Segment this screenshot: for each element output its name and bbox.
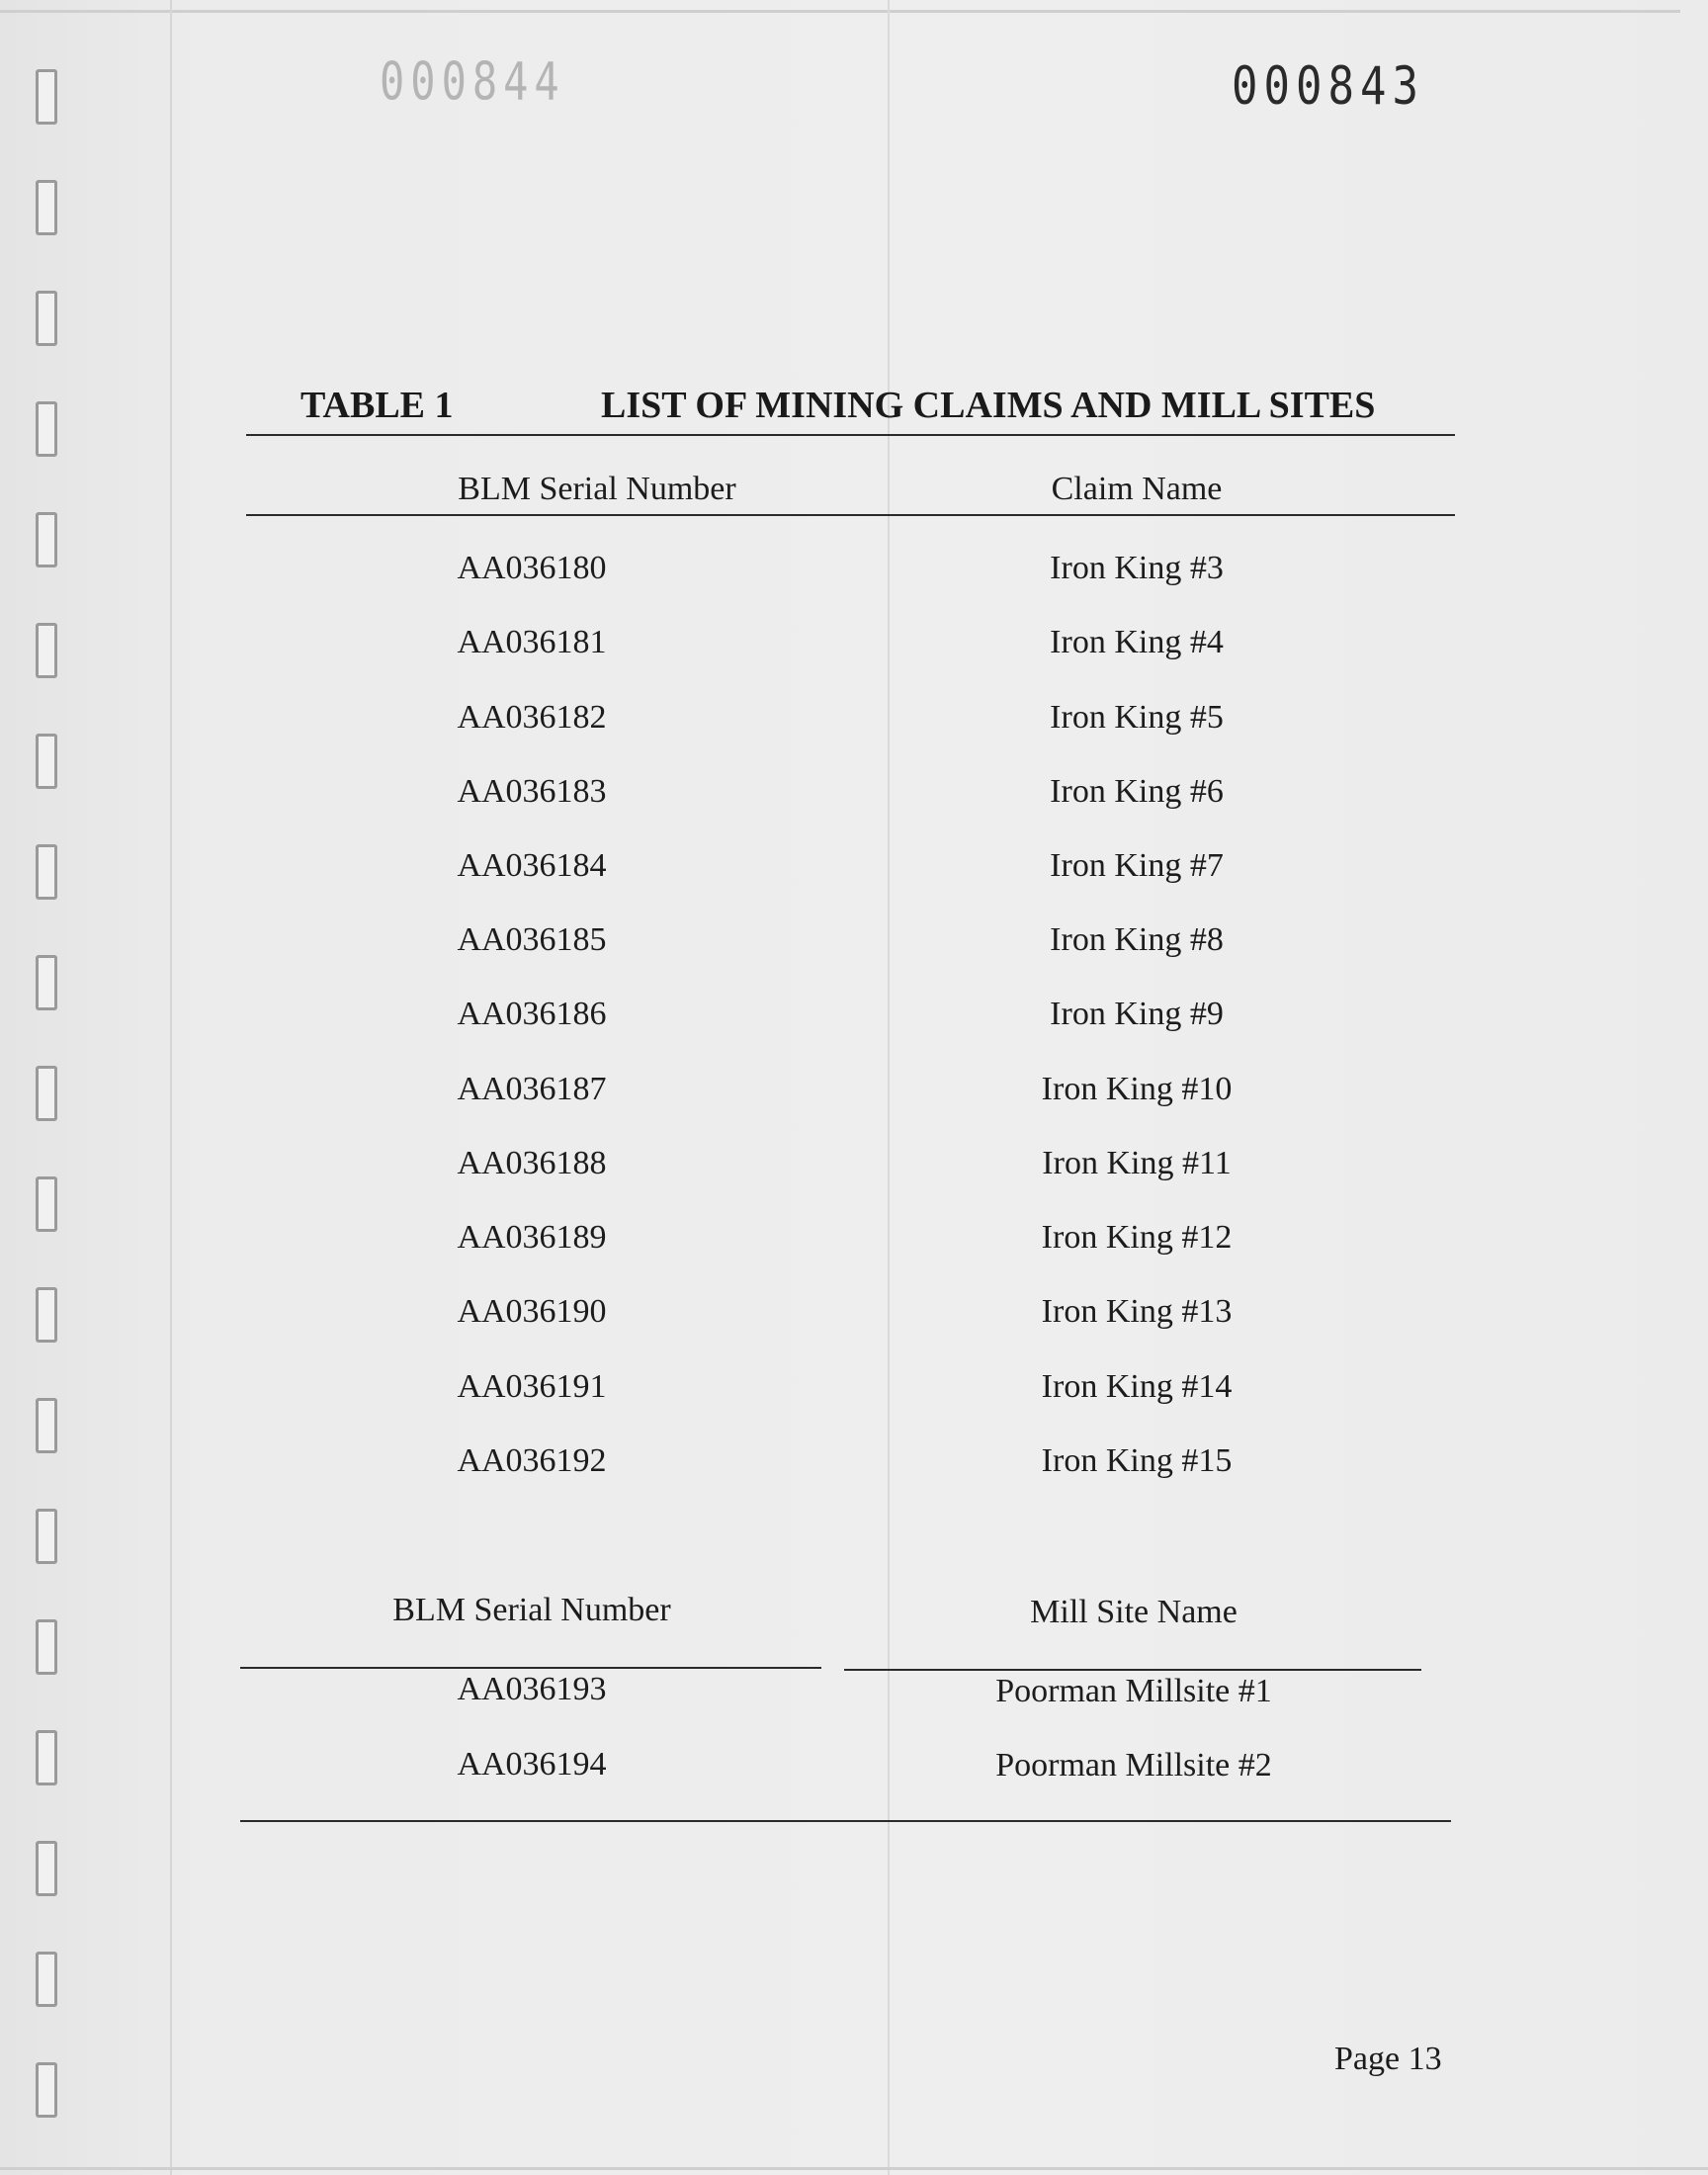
claim-serial: AA036180 [457,550,607,586]
claims-header-rule [246,514,1455,516]
claim-name: Iron King #6 [1050,773,1224,810]
margin-line [170,0,172,2175]
millsites-header-serial: BLM Serial Number [392,1592,671,1628]
millsite-name: Poorman Millsite #2 [995,1747,1272,1784]
binder-hole [36,180,57,235]
binder-hole [36,1730,57,1785]
binder-hole [36,401,57,457]
page-top-edge [0,10,1680,13]
millsites-header-rule-right [844,1669,1421,1671]
claim-name: Iron King #7 [1050,847,1224,884]
table-title: LIST OF MINING CLAIMS AND MILL SITES [601,385,1376,426]
binder-hole [36,69,57,125]
claim-name: Iron King #4 [1050,624,1224,660]
claim-name: Iron King #5 [1050,699,1224,736]
claim-serial: AA036188 [457,1145,607,1181]
binder-hole [36,1509,57,1564]
binder-hole [36,734,57,789]
claim-name: Iron King #15 [1041,1442,1233,1479]
binder-hole [36,2062,57,2118]
millsites-header-rule-left [240,1667,821,1669]
claim-name: Iron King #3 [1050,550,1224,586]
binder-hole [36,844,57,900]
claim-serial: AA036190 [457,1293,607,1330]
millsite-serial: AA036194 [457,1746,607,1783]
table-label: TABLE 1 [300,385,454,426]
binder-hole [36,1841,57,1896]
claim-name: Iron King #9 [1050,996,1224,1032]
binder-hole [36,1176,57,1232]
claim-name: Iron King #12 [1041,1219,1233,1256]
claim-name: Iron King #8 [1050,921,1224,958]
fold-line [888,0,890,2175]
claim-serial: AA036183 [457,773,607,810]
binder-hole [36,291,57,346]
page-number: Page 13 [1334,2041,1442,2077]
claim-name: Iron King #11 [1042,1145,1232,1181]
claims-header-name: Claim Name [1051,471,1223,507]
document-number-stamp: 000843 [1232,55,1424,118]
claim-serial: AA036184 [457,847,607,884]
claim-name: Iron King #10 [1041,1071,1233,1107]
binder-hole [36,512,57,567]
binder-holes [36,69,65,2126]
title-rule [246,434,1455,436]
claim-serial: AA036185 [457,921,607,958]
claim-name: Iron King #13 [1041,1293,1233,1330]
binder-hole [36,1619,57,1675]
claim-serial: AA036182 [457,699,607,736]
claim-serial: AA036189 [457,1219,607,1256]
binder-hole [36,1398,57,1453]
binder-hole [36,1952,57,2007]
claims-header-serial: BLM Serial Number [458,471,736,507]
millsite-serial: AA036193 [457,1671,607,1707]
claim-serial: AA036186 [457,996,607,1032]
bleed-through-stamp: 000844 [380,50,565,113]
claim-serial: AA036187 [457,1071,607,1107]
millsites-header-name: Mill Site Name [1030,1594,1238,1630]
binder-hole [36,1287,57,1343]
binder-hole [36,955,57,1010]
binder-hole [36,1066,57,1121]
millsite-name: Poorman Millsite #1 [995,1673,1272,1709]
claim-serial: AA036181 [457,624,607,660]
binder-hole [36,623,57,678]
claim-name: Iron King #14 [1041,1368,1233,1405]
table-bottom-rule [240,1820,1451,1822]
claim-serial: AA036191 [457,1368,607,1405]
page-bottom-edge [0,2167,1708,2170]
claim-serial: AA036192 [457,1442,607,1479]
